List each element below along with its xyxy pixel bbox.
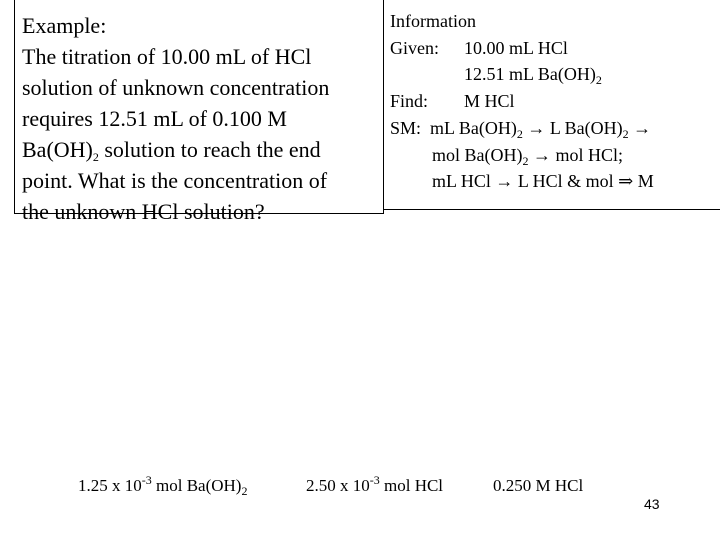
given-label: Given: (390, 38, 439, 58)
solution-map-line: mL HCl → L HCl & mol ⇒ M (432, 171, 654, 191)
given-value: 12.51 mL $Ba(OH)_2$ (464, 64, 602, 87)
find-label: Find: (390, 91, 429, 111)
example-line: solution of unknown concentration (22, 75, 330, 100)
solution-map-line: mol $Ba(OH)_2$ → mol HCl; (432, 145, 623, 168)
example-line: point. What is the concentration of (22, 168, 328, 193)
example-problem (22, 10, 372, 227)
example-line: the unknown HCl solution? (22, 199, 265, 224)
given-value: 10.00 mL HCl (464, 38, 568, 58)
example-heading: Example: (22, 13, 107, 38)
calculation-result: 0.250 M HCl (493, 476, 584, 495)
solution-map-line: SM: mL $Ba(OH)_2 \to L$ $Ba(OH)_2$ → (390, 118, 652, 141)
find-value: M HCl (464, 91, 515, 111)
example-line: The titration of 10.00 mL of HCl (22, 44, 312, 69)
example-line: $Ba(OH)_2$ solution to reach the end (22, 137, 321, 164)
calculation-result: 2.50 x $10^{-3}$ mol HCl (306, 473, 444, 495)
calculation-result: 1.25 x $10^{-3}$ mol $Ba(OH)_2$ (78, 473, 248, 498)
page-number: 43 (644, 496, 660, 512)
example-line: requires 12.51 mL of 0.100 M (22, 106, 287, 131)
information-title: Information (390, 11, 476, 31)
